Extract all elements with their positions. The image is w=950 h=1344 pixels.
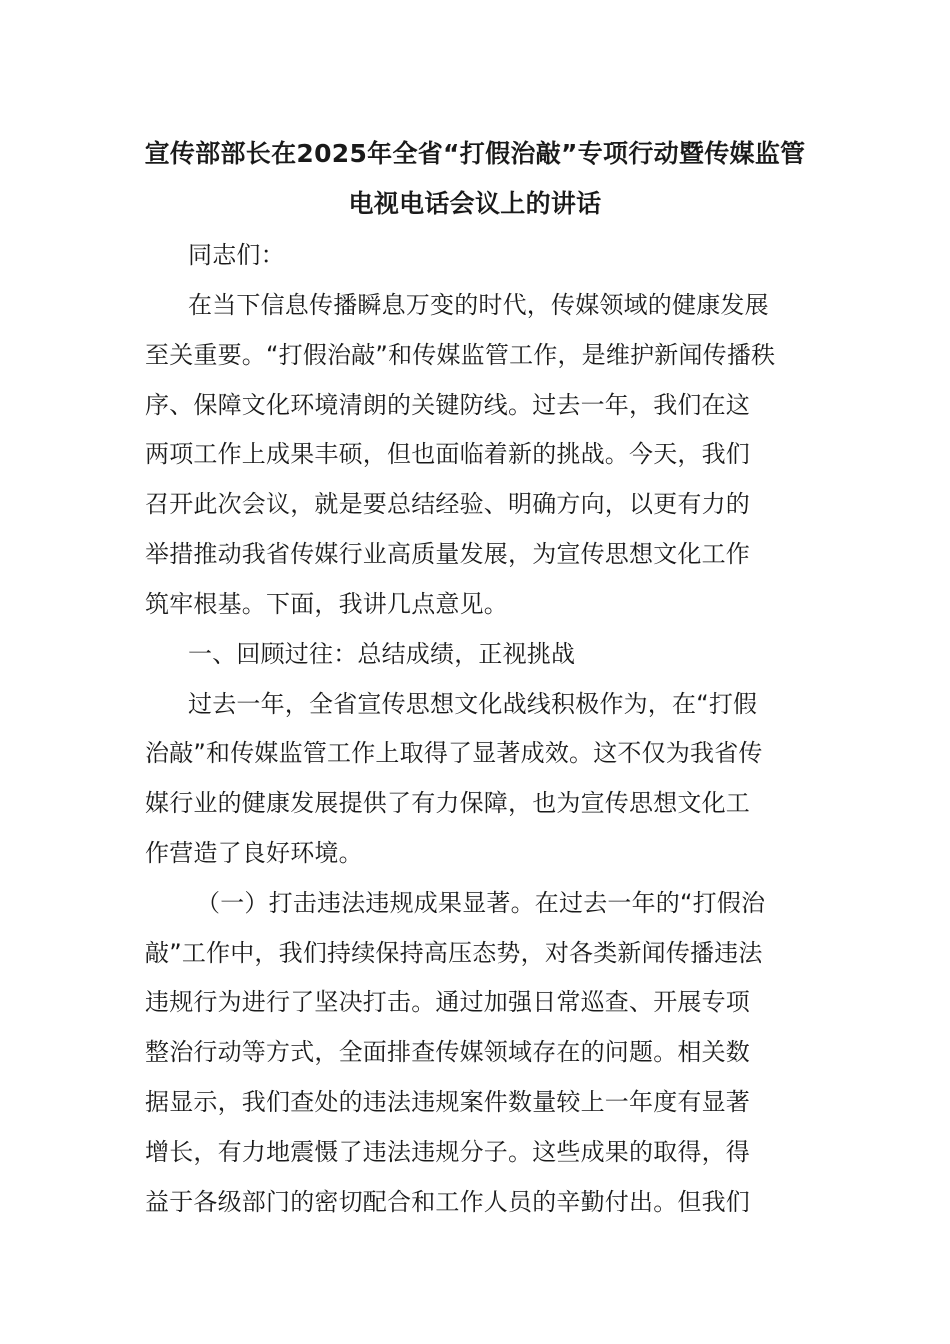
salutation: 同志们： xyxy=(188,241,285,269)
subsection-paragraph-line: （一）打击违法违规成果显著。在过去一年的“打假治 xyxy=(196,889,766,917)
paragraph-line: 筑牢根基。下面，我讲几点意见。 xyxy=(145,590,508,618)
paragraph-line: 据显示，我们查处的违法违规案件数量较上一年度有显著 xyxy=(145,1088,750,1116)
paragraph-line: 增长，有力地震慑了违法违规分子。这些成果的取得，得 xyxy=(145,1138,750,1166)
paragraph-line: 治敲”和传媒监管工作上取得了显著成效。这不仅为我省传 xyxy=(145,739,763,767)
paragraph-line: 召开此次会议，就是要总结经验、明确方向，以更有力的 xyxy=(145,490,750,518)
document-title-line-2: 电视电话会议上的讲话 xyxy=(348,189,602,218)
paragraph-line: 敲”工作中，我们持续保持高压态势，对各类新闻传播违法 xyxy=(145,939,763,967)
paragraph-line: 在当下信息传播瞬息万变的时代，传媒领域的健康发展 xyxy=(188,291,769,319)
section-heading: 一、回顾过往：总结成绩，正视挑战 xyxy=(188,640,576,668)
paragraph-line: 举措推动我省传媒行业高质量发展，为宣传思想文化工作 xyxy=(145,540,750,568)
paragraph-line: 过去一年，全省宣传思想文化战线积极作为，在“打假 xyxy=(188,690,758,718)
paragraph-line: 两项工作上成果丰硕，但也面临着新的挑战。今天，我们 xyxy=(145,440,750,468)
paragraph-line: 违规行为进行了坚决打击。通过加强日常巡查、开展专项 xyxy=(145,988,750,1016)
paragraph-line: 媒行业的健康发展提供了有力保障，也为宣传思想文化工 xyxy=(145,789,750,817)
paragraph-line: 序、保障文化环境清朗的关键防线。过去一年，我们在这 xyxy=(145,391,750,419)
paragraph-line: 整治行动等方式，全面排查传媒领域存在的问题。相关数 xyxy=(145,1038,750,1066)
paragraph-line: 至关重要。“打假治敲”和传媒监管工作，是维护新闻传播秩 xyxy=(145,341,776,369)
paragraph-line: 作营造了良好环境。 xyxy=(145,839,363,867)
document-title-line-1: 宣传部部长在2025年全省“打假治敲”专项行动暨传媒监管 xyxy=(144,139,806,168)
paragraph-line: 益于各级部门的密切配合和工作人员的辛勤付出。但我们 xyxy=(145,1188,750,1216)
